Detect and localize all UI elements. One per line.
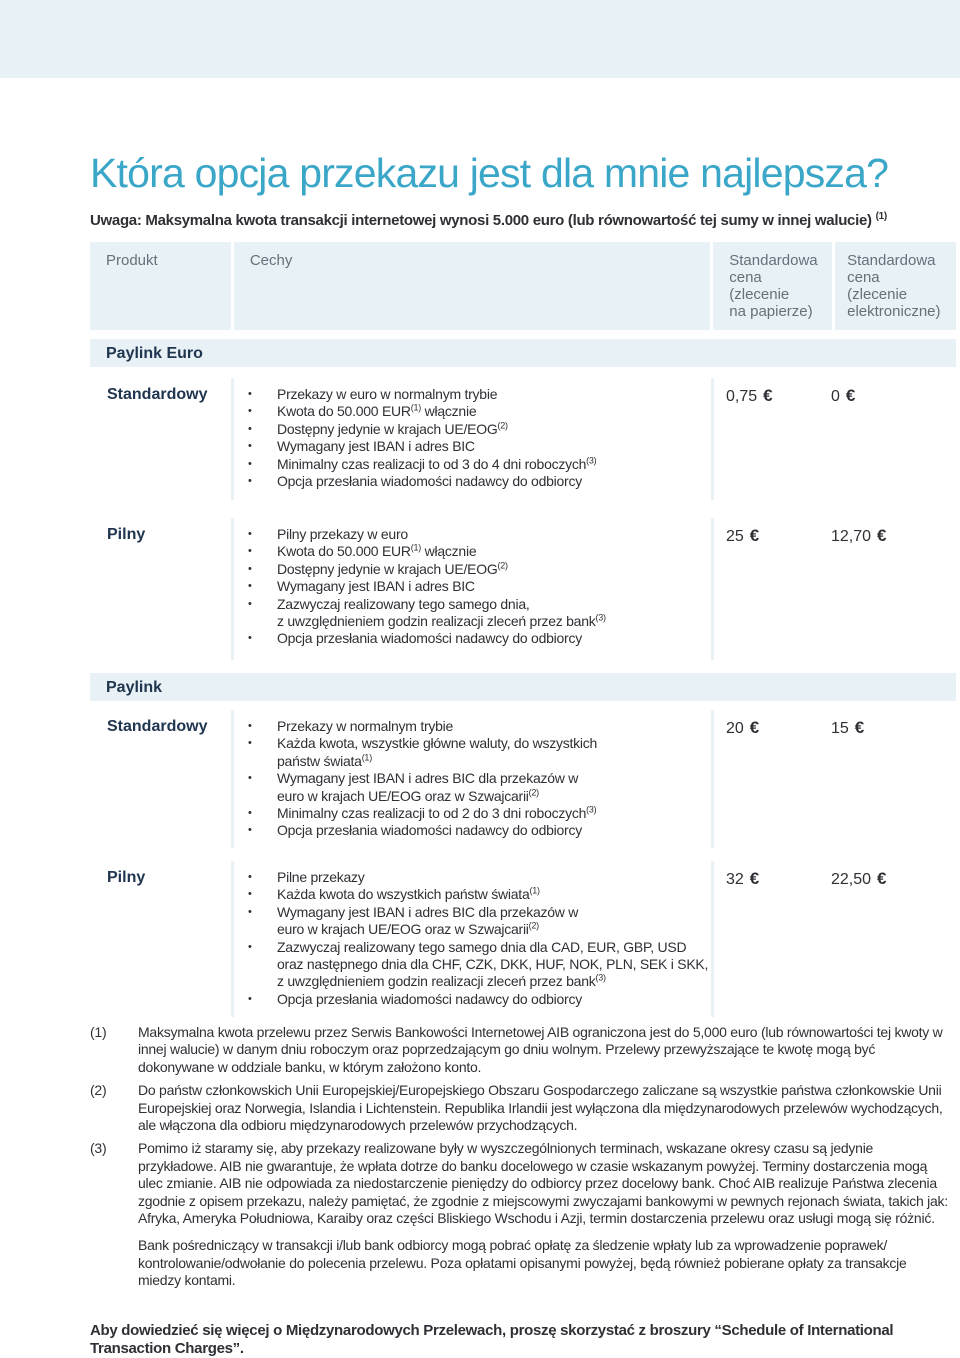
header-paper-price	[713, 242, 832, 330]
feature-item-continuation: oraz następnego dnia dla CHF, CZK, DKK, HUF, NOK, PLN, SEK i SKK,	[277, 956, 709, 973]
section-paylink-euro: Paylink Euro	[90, 339, 956, 367]
header-electronic-price	[835, 242, 956, 330]
header-features: Cechy	[234, 242, 710, 330]
feature-item-continuation: z uwzględnieniem godzin realizacji zleceń przez bank$^{(3)}$	[277, 972, 606, 990]
feature-item: • Kwota do 50.000 EUR$^{(1)}$ włącznie	[248, 403, 711, 420]
note-footnote-ref: (1)	[875, 211, 887, 222]
price-electronic: 0 €	[817, 378, 956, 500]
product-name: Pilny	[90, 518, 231, 660]
table-header	[90, 242, 956, 330]
section-paylink: Paylink	[90, 673, 956, 701]
feature-item: • Wymagany jest IBAN i adres BIC	[248, 438, 711, 455]
feature-item: • Każda kwota do wszystkich państw świata$^{(1)}$	[248, 886, 711, 903]
product-row-paylink-urgent	[90, 861, 956, 1017]
header-paper-line-4: na papierze)	[729, 303, 813, 320]
footnote-number: (2)	[90, 1082, 107, 1099]
footnote-text: Pomimo iż staramy się, aby przekazy realizowane były w wyszczególnionych terminach, wskazane okresy czasu są jedynie przykładowe. AIB nie gwarantuje, że wpłata dotrze do banku docelowego w czasie wskazanym powyżej. Terminy dostarczenia mogą ulec zmianie. AIB nie odpowiada za niedostarczenie pieniędzy do odbiorcy przez docelowy bank. Choć AIB realizuje Państwa zlecenia zgodnie z opisem przekazu, należy pamiętać, że zgodnie z miejscowymi zwyczajami bankowymi w pewnych rejonach świata, takich jak: Afryka, Ameryka Południowa, Karaiby oraz części Bliskiego Wschodu i Azji, termin dostarczenia przelewu oraz usługi mogą się różnić.	[138, 1140, 948, 1227]
feature-item: • Zazwyczaj realizowany tego samego dnia dla CAD, EUR, GBP, USD	[248, 939, 711, 956]
max-amount-note	[90, 212, 887, 229]
price-paper: 25 €	[714, 518, 823, 660]
page-title: Która opcja przekazu jest dla mnie najlepsza?	[90, 150, 889, 196]
feature-item: • Minimalny czas realizacji to od 3 do 4 dni roboczych$^{(3)}$	[248, 456, 711, 473]
euro-icon: €	[845, 386, 856, 405]
feature-item: • Wymagany jest IBAN i adres BIC dla przekazów w	[248, 904, 711, 921]
product-row-paylink-standard	[90, 710, 956, 848]
product-features	[234, 710, 711, 848]
euro-icon: €	[749, 869, 760, 888]
header-elec-line-3: (zlecenie	[847, 286, 908, 303]
feature-item: • Minimalny czas realizacji to od 2 do 3 dni roboczych$^{(3)}$	[248, 805, 711, 822]
bottom-note: Aby dowiedzieć się więcej o Międzynarodowych Przelewach, proszę skorzystać z broszury “Schedule of International Transaction Charges”.	[90, 1322, 894, 1357]
header-product: Produkt	[90, 242, 231, 330]
feature-item: • Opcja przesłania wiadomości nadawcy do odbiorcy	[248, 630, 711, 647]
euro-icon: €	[854, 718, 865, 737]
header-paper-line-1: Standardowa	[729, 252, 818, 269]
product-name: Pilny	[90, 861, 231, 1017]
euro-icon: €	[877, 526, 887, 545]
footnote-text: Do państw członkowskich Unii Europejskiej/Europejskiego Obszaru Gospodarczego zaliczane są wszystkie państwa członkowskie Unii Europejskiej oraz Norwegia, Islandia i Lichtenstein. Republika Irlandii jest wyłączona dla międzynarodowych przelewów wychodzących, ale włączona dla odbioru międzynarodowych przelewów przychodzących.	[138, 1082, 943, 1134]
price-electronic: 15 €	[817, 710, 956, 848]
euro-icon: €	[877, 869, 887, 888]
header-elec-line-4: elektroniczne)	[847, 303, 941, 320]
price-paper: 0,75 €	[714, 378, 823, 500]
feature-item: • Każda kwota, wszystkie główne waluty, do wszystkich	[248, 735, 711, 752]
product-name: Standardowy	[90, 710, 231, 848]
price-electronic: 22,50 €	[817, 861, 956, 1017]
feature-item: • Wymagany jest IBAN i adres BIC	[248, 578, 711, 595]
feature-item-continuation: euro w krajach UE/EOG oraz w Szwajcarii$^{(2)}$	[277, 786, 539, 804]
euro-icon: €	[749, 526, 760, 545]
feature-item: • Zazwyczaj realizowany tego samego dnia,	[248, 596, 711, 613]
footnote-number: (3)	[90, 1140, 107, 1157]
product-name: Standardowy	[90, 378, 231, 500]
price-electronic: 12,70 €	[817, 518, 956, 660]
feature-list	[248, 718, 711, 840]
product-features	[234, 861, 711, 1017]
header-elec-line-2: cena	[847, 269, 880, 286]
product-features	[234, 518, 711, 660]
footnotes	[90, 1024, 950, 1290]
feature-item: • Kwota do 50.000 EUR$^{(1)}$ włącznie	[248, 543, 711, 560]
footnote-text: Maksymalna kwota przelewu przez Serwis Bankowości Internetowej AIB ograniczona jest do 5,000 euro (lub równowartości tej kwoty w innej walucie) w danym dniu roboczym oraz poprzedzającym go dniu wolnym. Przelewy przewyższające te kwotę mogą być dokonywane w oddziale banku, w którym założono konto.	[138, 1024, 943, 1075]
note-text: Uwaga: Maksymalna kwota transakcji internetowej wynosi 5.000 euro (lub równowartość tej sumy w innej walucie)	[90, 212, 872, 229]
product-row-euro-urgent	[90, 518, 956, 660]
feature-list	[248, 386, 711, 490]
product-row-euro-standard	[90, 378, 956, 500]
euro-icon: €	[763, 386, 773, 405]
feature-item-continuation: państw świata$^{(1)}$	[277, 752, 372, 769]
feature-list	[248, 869, 711, 1008]
footnote-1	[90, 1024, 950, 1076]
header-elec-line-1: Standardowa	[847, 252, 936, 269]
feature-item: • Opcja przesłania wiadomości nadawcy do odbiorcy	[248, 822, 711, 839]
footnote-2	[90, 1082, 950, 1134]
footnote-3	[90, 1140, 950, 1227]
feature-item: • Przekazy w euro w normalnym trybie	[248, 386, 711, 403]
feature-list	[248, 526, 711, 648]
feature-item: • Opcja przesłania wiadomości nadawcy do odbiorcy	[248, 991, 711, 1008]
feature-item: • Opcja przesłania wiadomości nadawcy do odbiorcy	[248, 473, 711, 490]
footnote-number: (1)	[90, 1024, 107, 1040]
footnote-extra: Bank pośredniczący w transakcji i/lub bank odbiorcy mogą pobrać opłatę za śledzenie wpłaty lub za wprowadzenie poprawek/ kontrolowanie/odwołanie do polecenia przelewu. Poza opłatami opisanymi powyżej, będą również pobierane opłaty za transakcje miedzy kontami.	[138, 1237, 907, 1289]
feature-item: • Pilny przekazy w euro	[248, 526, 711, 543]
top-band	[0, 0, 960, 78]
feature-item: • Przekazy w normalnym trybie	[248, 718, 711, 735]
feature-item: • Pilne przekazy	[248, 869, 711, 886]
feature-item-continuation: euro w krajach UE/EOG oraz w Szwajcarii$^{(2)}$	[277, 920, 539, 938]
price-paper: 32 €	[714, 861, 823, 1017]
feature-item: • Dostępny jedynie w krajach UE/EOG$^{(2)}$	[248, 561, 711, 578]
euro-icon: €	[749, 718, 760, 737]
header-paper-line-3: (zlecenie	[729, 286, 790, 303]
feature-item: • Dostępny jedynie w krajach UE/EOG$^{(2)}$	[248, 421, 711, 438]
feature-item: • Wymagany jest IBAN i adres BIC dla przekazów w	[248, 770, 711, 787]
price-paper: 20 €	[714, 710, 823, 848]
header-paper-line-2: cena	[729, 269, 762, 286]
product-features	[234, 378, 711, 500]
feature-item-continuation: z uwzględnieniem godzin realizacji zleceń przez bank$^{(3)}$	[277, 612, 606, 630]
